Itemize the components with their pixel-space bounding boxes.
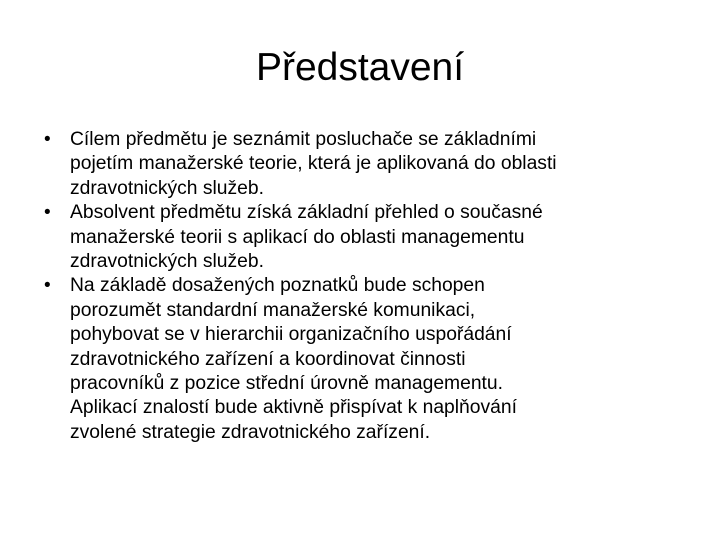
bullet-item: [36, 274, 676, 445]
bullet-text-line: zdravotnických služeb.: [70, 177, 264, 199]
bullet-text-line: pojetím manažerské teorie, která je aplikovaná do oblasti: [70, 153, 557, 175]
bullet-item: [36, 128, 676, 201]
bullet-text-line: Na základě dosažených poznatků bude schopen: [70, 275, 485, 297]
bullet-text-line: Aplikací znalostí bude aktivně přispívat k naplňování: [70, 397, 517, 419]
bullet-dot-icon: •: [44, 275, 51, 297]
bullet-text-line: Cílem předmětu je seznámit posluchače se základními: [70, 129, 537, 150]
bullet-list: [36, 128, 676, 445]
bullet-text-line: pohybovat se v hierarchii organizačního uspořádání: [70, 324, 512, 346]
bullet-text-line: zdravotnického zařízení a koordinovat činnosti: [70, 348, 466, 370]
bullet-text-line: pracovníků z pozice střední úrovně managementu.: [70, 373, 503, 395]
slide-title: Představení: [255, 46, 465, 89]
bullet-text-line: zdravotnických služeb.: [70, 251, 264, 273]
bullet-item: [36, 201, 676, 274]
bullet-dot-icon: •: [44, 129, 51, 150]
bullet-dot-icon: •: [44, 202, 51, 224]
bullet-text-line: porozumět standardní manažerské komunikaci,: [70, 299, 476, 321]
bullet-text-line: manažerské teorii s aplikací do oblasti managementu: [70, 226, 525, 248]
bullet-text-line: Absolvent předmětu získá základní přehled o současné: [70, 202, 543, 224]
bullet-text-line: zvolené strategie zdravotnického zařízení.: [70, 421, 431, 443]
